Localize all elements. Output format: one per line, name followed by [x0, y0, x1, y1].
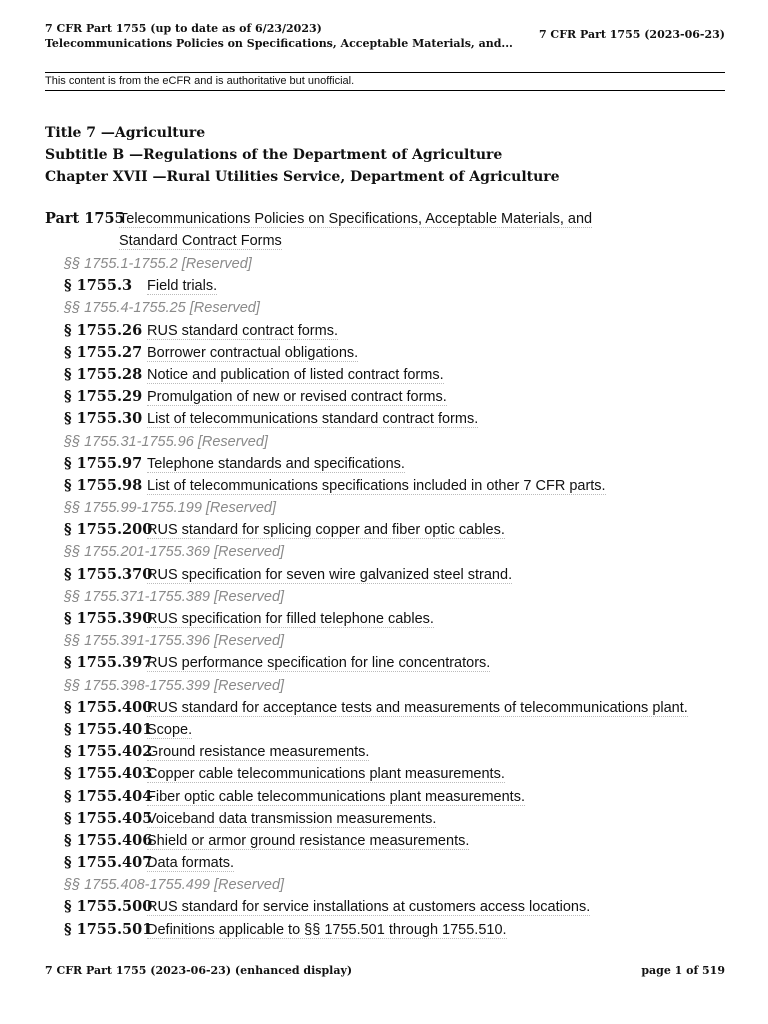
toc-section-link[interactable]: Fiber optic cable telecommunications plant measurements.: [147, 788, 525, 805]
toc-section-row: [64, 719, 744, 741]
toc-section-row: [64, 275, 744, 297]
toc-reserved-text[interactable]: §§ 1755.31-1755.96 [Reserved]: [64, 433, 268, 450]
toc-section-link[interactable]: Borrower contractual obligations.: [147, 344, 359, 361]
toc-reserved-range: [64, 675, 744, 697]
toc-section-number: § 1755.26: [64, 321, 143, 339]
toc-section-number: § 1755.500: [64, 898, 153, 916]
toc-section-row: [64, 408, 744, 430]
page-footer: [45, 964, 725, 977]
toc-section-row: [64, 852, 744, 874]
toc-section-row: [64, 896, 744, 918]
toc-section-number: § 1755.405: [64, 809, 153, 827]
part-title-link[interactable]: Telecommunications Policies on Specifications, Acceptable Materials, and Standard Contract Forms: [119, 211, 593, 249]
toc-section-row: [64, 763, 744, 785]
toc-section-number: § 1755.402: [64, 743, 153, 761]
toc-section-link[interactable]: Shield or armor ground resistance measurements.: [147, 832, 470, 849]
title-heading: Title 7 —Agriculture: [45, 125, 206, 141]
toc-section-number: § 1755.370: [64, 565, 153, 583]
toc-section-row: [64, 320, 744, 342]
toc-section-number: § 1755.28: [64, 365, 143, 383]
toc-section-link[interactable]: List of telecommunications specifications included in other 7 CFR parts.: [147, 477, 606, 494]
toc-section-row: [64, 608, 744, 630]
toc-reserved-range: [64, 297, 744, 319]
toc-section-number: § 1755.29: [64, 388, 143, 406]
toc-section-row: [64, 342, 744, 364]
toc-section-row: [64, 786, 744, 808]
toc-reserved-range: [64, 586, 744, 608]
toc-section-row: [64, 564, 744, 586]
toc-section-number: § 1755.406: [64, 831, 153, 849]
page-number: page 1 of 519: [641, 964, 725, 977]
page-header: [45, 21, 725, 53]
toc-reserved-range: [64, 431, 744, 453]
toc-section-link[interactable]: Telephone standards and specifications.: [147, 455, 405, 472]
toc-section-number: § 1755.27: [64, 343, 143, 361]
toc-section-link[interactable]: Notice and publication of listed contract forms.: [147, 366, 444, 383]
toc-section-link[interactable]: RUS standard for service installations at customers access locations.: [147, 899, 591, 916]
toc-section-number: § 1755.407: [64, 854, 153, 872]
toc-section-link[interactable]: RUS standard contract forms.: [147, 322, 338, 339]
toc-section-link[interactable]: RUS standard for splicing copper and fiber optic cables.: [147, 522, 505, 539]
toc-section-number: § 1755.3: [64, 277, 133, 295]
toc-section-number: § 1755.390: [64, 610, 153, 627]
toc-reserved-range: [64, 874, 744, 896]
toc-reserved-range: [64, 630, 744, 652]
toc-section-link[interactable]: RUS standard for acceptance tests and measurements of telecommunications plant.: [147, 699, 688, 716]
toc-section-link[interactable]: Scope.: [147, 721, 193, 738]
toc-reserved-text[interactable]: §§ 1755.1-1755.2 [Reserved]: [64, 256, 252, 272]
footer-citation: 7 CFR Part 1755 (2023-06-23) (enhanced display): [45, 964, 353, 977]
header-part-title: Telecommunications Policies on Specifications, Acceptable Materials, and...: [45, 37, 513, 50]
toc-section-row: [64, 741, 744, 763]
toc-section-row: [64, 808, 744, 830]
toc-reserved-range: [64, 497, 744, 519]
toc-section-row: [64, 475, 744, 497]
toc-section-number: § 1755.400: [64, 698, 153, 716]
toc-section-number: § 1755.401: [64, 720, 153, 738]
toc-section-row: [64, 519, 744, 541]
header-cfr-line: 7 CFR Part 1755 (up to date as of 6/23/2023): [45, 22, 322, 35]
toc-section-row: [64, 697, 744, 719]
toc-reserved-text[interactable]: §§ 1755.99-1755.199 [Reserved]: [64, 500, 277, 517]
toc-section-number: § 1755.30: [64, 410, 143, 428]
toc-reserved-text[interactable]: §§ 1755.398-1755.399 [Reserved]: [64, 677, 285, 694]
toc-section-number: § 1755.397: [64, 654, 153, 672]
toc-section-row: [64, 453, 744, 475]
toc-reserved-text[interactable]: §§ 1755.391-1755.396 [Reserved]: [64, 633, 285, 650]
part-heading: [45, 208, 725, 252]
toc-section-row: [64, 364, 744, 386]
authority-notice: This content is from the eCFR and is authoritative but unofficial.: [45, 72, 725, 91]
toc-section-link[interactable]: RUS specification for filled telephone cables.: [147, 611, 434, 627]
toc-reserved-text[interactable]: §§ 1755.408-1755.499 [Reserved]: [64, 877, 285, 894]
toc-section-link[interactable]: Definitions applicable to §§ 1755.501 through 1755.510.: [147, 921, 507, 938]
toc-section-number: § 1755.403: [64, 765, 153, 783]
toc-reserved-text[interactable]: §§ 1755.371-1755.389 [Reserved]: [64, 588, 285, 605]
chapter-heading: Chapter XVII —Rural Utilities Service, Department of Agriculture: [45, 169, 560, 185]
toc-section-row: [64, 652, 744, 674]
toc-section-link[interactable]: RUS performance specification for line concentrators.: [147, 655, 491, 672]
toc-section-row: [64, 919, 744, 941]
toc-section-number: § 1755.200: [64, 521, 153, 539]
toc-section-link[interactable]: Copper cable telecommunications plant measurements.: [147, 766, 505, 783]
toc-section-number: § 1755.404: [64, 787, 153, 805]
header-citation: 7 CFR Part 1755 (2023-06-23): [538, 28, 725, 41]
table-of-contents: [64, 253, 744, 941]
toc-section-link[interactable]: Field trials.: [147, 278, 218, 295]
toc-section-link[interactable]: RUS specification for seven wire galvanized steel strand.: [147, 566, 513, 583]
toc-reserved-text[interactable]: §§ 1755.4-1755.25 [Reserved]: [64, 300, 260, 317]
hierarchy-block: [45, 122, 560, 188]
toc-section-link[interactable]: Voiceband data transmission measurements.: [147, 810, 437, 827]
toc-reserved-range: [64, 253, 744, 275]
toc-section-number: § 1755.501: [64, 920, 153, 938]
toc-reserved-range: [64, 541, 744, 563]
toc-section-number: § 1755.97: [64, 454, 143, 472]
part-number: Part 1755: [45, 210, 125, 227]
toc-section-link[interactable]: Data formats.: [147, 855, 235, 872]
toc-section-row: [64, 386, 744, 408]
toc-section-link[interactable]: Ground resistance measurements.: [147, 744, 370, 761]
toc-section-number: § 1755.98: [64, 476, 143, 494]
subtitle-heading: Subtitle B —Regulations of the Department of Agriculture: [45, 147, 503, 163]
toc-section-link[interactable]: Promulgation of new or revised contract forms.: [147, 389, 447, 406]
toc-section-row: [64, 830, 744, 852]
toc-section-link[interactable]: List of telecommunications standard contract forms.: [147, 411, 479, 428]
toc-reserved-text[interactable]: §§ 1755.201-1755.369 [Reserved]: [64, 544, 285, 561]
